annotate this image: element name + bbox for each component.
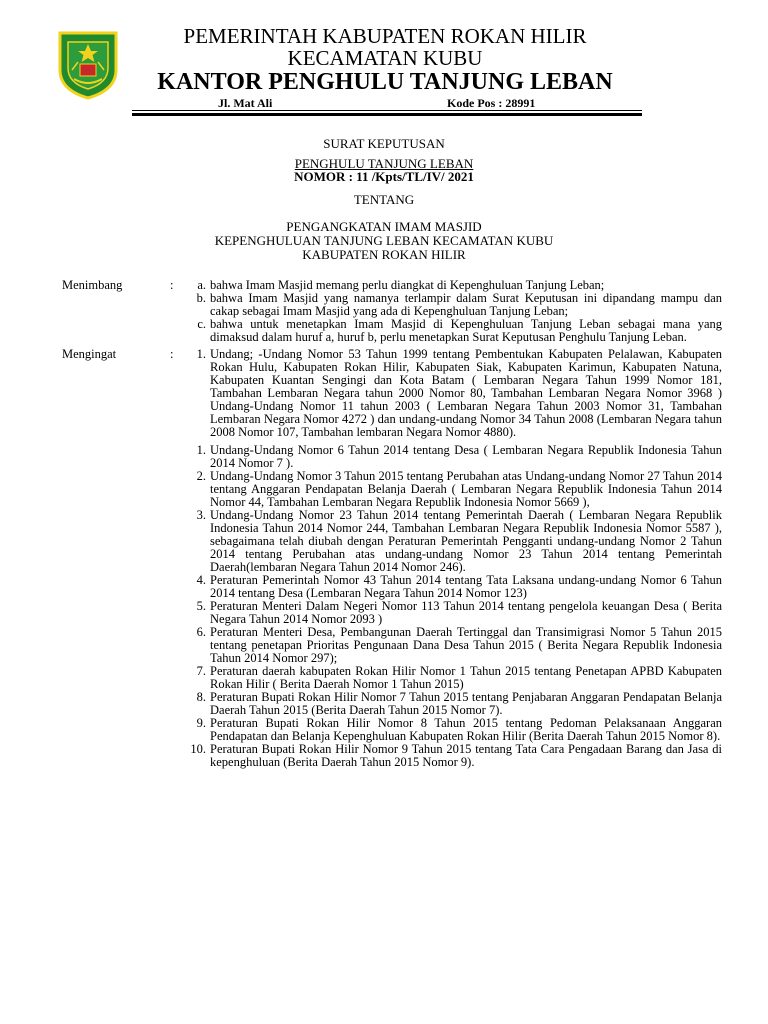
legal-basis-item [188,509,722,574]
legal-basis-item [188,665,722,691]
item-text: bahwa Imam Masjid memang perlu diangkat di Kepenghuluan Tanjung Leban; [210,278,605,292]
item-marker: 10. [190,742,206,756]
item-marker: 9. [196,716,206,730]
letterhead-office: KANTOR PENGHULU TANJUNG LEBAN [157,69,613,95]
remembering-section [62,348,722,769]
item-marker: a. [197,278,206,292]
letterhead-government: PEMERINTAH KABUPATEN ROKAN HILIR [183,24,587,48]
item-marker: 5. [196,599,206,613]
item-marker: 1. [196,347,206,361]
letterhead-rule-thin [132,110,642,111]
legal-basis-item [188,574,722,600]
legal-basis-item [188,600,722,626]
item-marker: 3. [196,508,206,522]
legal-basis-item [188,743,722,769]
letterhead-address: Jl. Mat Ali [218,96,273,110]
item-text: Peraturan Pemerintah Nomor 43 Tahun 2014 tentang Tata Laksana undang-undang Nomor 6 Tahun 2014 tentang Desa (Lembaran Negara Tahun 2014 Nomor 123) [210,573,722,600]
document-body [62,279,722,769]
considering-section [62,279,722,344]
item-marker: 6. [196,625,206,639]
item-text: Peraturan Bupati Rokan Hilir Nomor 8 Tahun 2015 tentang Pedoman Pelaksanaan Anggaran Pendapatan dan Belanja Kepenghuluan Kabupaten Rokan Hilir (Berita Daerah Tahun 2015 Nomor 8). [210,716,722,743]
subject-line-1: PENGANGKATAN IMAM MASJID [286,219,482,234]
legal-basis-item [188,348,722,439]
item-text: Peraturan Menteri Dalam Negeri Nomor 113 Tahun 2014 tentang pengelola keuangan Desa ( Berita Negara Tahun 2014 Nomor 2093 ) [210,599,722,626]
item-marker: 7. [196,664,206,678]
item-text: Peraturan daerah kabupaten Rokan Hilir Nomor 1 Tahun 2015 tentang Penetapan APBD Kabupaten Rokan Hilir ( Berita Daerah Nomor 1 Tahun 2015) [210,664,722,691]
item-text: bahwa Imam Masjid yang namanya terlampir dalam Surat Keputusan ini dipandang mampu dan cakap sebagai Imam Masjid yang ada di Kepenghuluan Tanjung Leban; [210,291,722,318]
letterhead-district: KECAMATAN KUBU [287,46,483,70]
item-text: bahwa untuk menetapkan Imam Masjid di Kepenghuluan Tanjung Leban sebagai mana yang dimaksud dalam huruf a, huruf b, perlu menetapkan Surat Keputusan Penghulu Tanjung Leban. [210,317,722,344]
regency-coat-of-arms-logo [56,30,120,100]
document-about: TENTANG [353,192,415,207]
legal-basis-item [188,470,722,509]
letterhead-postal-code: Kode Pos : 28991 [447,96,536,110]
item-text: Undang; -Undang Nomor 53 Tahun 1999 tentang Pembentukan Kabupaten Pelalawan, Kabupaten Rokan Hulu, Kabupaten Rokan Hilir, Kabupaten Siak, Kabupaten Karimun, Kabupaten Natuna, Kabupaten Kuantan Sengingi dan Kota Batam ( Lembaran Negara Tahun 1999 Nomor 181, Tambahan Lembaran Negara tahun 2000 Nomor 80, Tambahan Lembaran Negara Nomor 3968 ) Undang-Undang Nomor 11 tahun 2003 ( Lembaran Negara Tahun 2003 Nomor 31, Tambahan Lembaran Negara Nomor 4272 ) dan undang-undang Nomor 34 Tahun 2008 (Lembaran Negara tahun 2008 Nomor 107, Tambahan lembaran Negara Nomor 4880). [210,347,722,439]
item-text: Undang-Undang Nomor 23 Tahun 2014 tentang Pemerintah Daerah ( Lembaran Negara Republik Indonesia Tahun 2014 Nomor 244, Tambahan Lembaran Negara Republik Indonesia Nomor 5587 ), sebagaimana telah diubah dengan Peraturan Pemerintah Pengganti undang-undang Nomor 2 Tahun 2014 tentang Perubahan atas undang-undang Nomor 23 Tahun 2014 tentang Pemerintah Daerah(lembaran Negara Tahun 2014 Nomor 246). [210,508,722,574]
considering-label: Menimbang [62,278,123,292]
item-text: Peraturan Bupati Rokan Hilir Nomor 9 Tahun 2015 tentang Tata Cara Pengadaan Barang dan Jasa di kepenghuluan (Berita Daerah Tahun 2015 Nomor 9). [210,742,722,769]
remembering-label: Mengingat [62,347,117,361]
item-text: Peraturan Bupati Rokan Hilir Nomor 7 Tahun 2015 tentang Penjabaran Anggaran Pendapatan Belanja Daerah Tahun 2015 (Berita Daerah Tahun 2015 Nomor 7). [210,690,722,717]
legal-basis-item [188,717,722,743]
item-text: Undang-Undang Nomor 3 Tahun 2015 tentang Perubahan atas Undang-undang Nomor 27 Tahun 2014 tentang Anggaran Pendapatan Belanja Daerah ( Lembaran Negara Republik Indonesia Tahun 2014 Nomor 44, Tambahan Lembaran Negara Republik Indonesia Nomor 5669 ), [210,469,722,509]
remembering-colon: : [170,347,174,361]
letterhead-rule-thick [132,113,642,116]
item-marker: c. [197,317,206,331]
considering-colon: : [170,278,174,292]
legal-basis-item [188,691,722,717]
legal-basis-item [188,626,722,665]
item-marker: 8. [196,690,206,704]
considering-item [188,292,722,318]
item-text: Peraturan Menteri Desa, Pembangunan Daerah Tertinggal dan Transimigrasi Nomor 5 Tahun 2015 tentang penetapan Prioritas Pengunaan Dana Desa Tahun 2015 ( Berita Negara Republik Indonesia Tahun 2014 Nomor 297); [210,625,722,665]
document-issuer: PENGHULU TANJUNG LEBAN [294,156,474,171]
subject-line-2: KEPENGHULUAN TANJUNG LEBAN KECAMATAN KUBU [214,233,554,248]
subject-line-3: KABUPATEN ROKAN HILIR [302,247,466,262]
remembering-items [188,348,722,769]
item-marker: 2. [196,469,206,483]
document-type: SURAT KEPUTUSAN [323,136,445,151]
considering-items [188,279,722,344]
item-text: Undang-Undang Nomor 6 Tahun 2014 tentang Desa ( Lembaran Negara Republik Indonesia Tahun 2014 Nomor 7 ). [210,443,722,470]
legal-basis-item [188,444,722,470]
item-marker: 1. [196,443,206,457]
considering-item [188,318,722,344]
item-marker: b. [196,291,206,305]
item-marker: 4. [196,573,206,587]
document-number: NOMOR : 11 /Kpts/TL/IV/ 2021 [294,169,474,184]
